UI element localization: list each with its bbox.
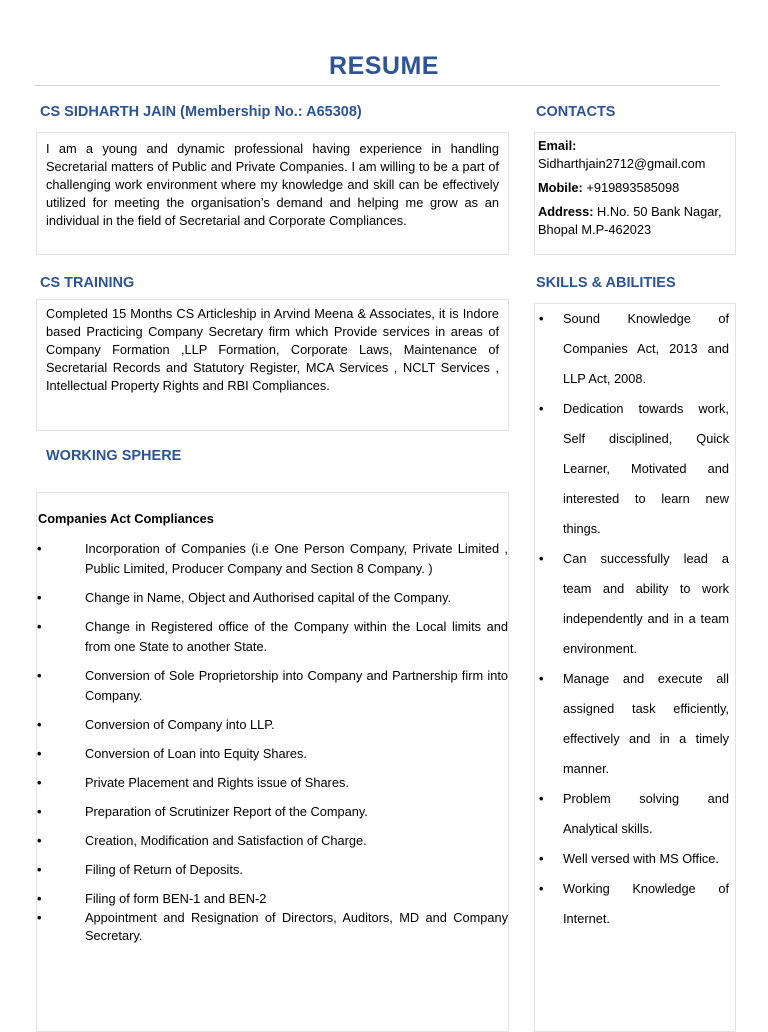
list-item: • Change in Registered office of the Company within the Local limits and from one State to another State.	[37, 619, 508, 654]
training-text: Completed 15 Months CS Articleship in Arvind Meena & Associates, it is Indore based Practicing Company Secretary firm which Provide services in areas of Company Formation ,LLP Formation, Corporate Laws, Maintenance of Secretarial Records and Statutory Register, MCA Services , NCLT Services , Intellectual Property Rights and RBI Compliances.	[46, 306, 499, 393]
list-item: • Conversion of Sole Proprietorship into Company and Partnership firm into Company.	[37, 668, 508, 703]
summary-box	[36, 132, 509, 255]
list-item: • Can successfully lead a team and ability to work independently and in a team environment.	[539, 551, 729, 656]
contacts-heading: CONTACTS	[536, 104, 616, 120]
working-sphere-heading: WORKING SPHERE	[46, 448, 182, 464]
list-item: • Filing of Return of Deposits.	[37, 862, 243, 877]
email-label: Email:	[538, 138, 577, 153]
working-sphere-subheading: Companies Act Compliances	[38, 511, 214, 526]
skills-heading: SKILLS & ABILITIES	[536, 275, 676, 291]
name-heading: CS SIDHARTH JAIN (Membership No.: A65308)	[40, 104, 362, 120]
contacts-box	[534, 132, 736, 255]
list-item: • Private Placement and Rights issue of Shares.	[37, 775, 349, 790]
list-item: • Preparation of Scrutinizer Report of the Company.	[37, 804, 368, 819]
list-item: • Change in Name, Object and Authorised capital of the Company.	[37, 590, 452, 605]
skills-box	[534, 303, 736, 1032]
list-item: • Filing of form BEN-1 and BEN-2	[37, 891, 267, 906]
list-item: • Well versed with MS Office.	[539, 851, 719, 866]
list-item: • Conversion of Loan into Equity Shares.	[37, 746, 307, 761]
address-value: H.No. 50 Bank Nagar, Bhopal M.P-462023	[538, 204, 722, 237]
summary-text: I am a young and dynamic professional having experience in handling Secretarial matters of Public and Private Companies. I am willing to be a part of challenging work environment where my knowledge and skill can be effectively utilized for meeting the organisation’s demand and helping me grow as an individual in the field of Secretarial and Corporate Compliances.	[46, 141, 499, 228]
list-item: • Working Knowledge of Internet.	[539, 881, 729, 926]
list-item: • Appointment and Resignation of Directors, Auditors, MD and Company Secretary.	[37, 910, 508, 943]
mobile-value: +919893585098	[586, 180, 680, 195]
list-item: • Problem solving and Analytical skills.	[539, 791, 729, 836]
list-item: • Dedication towards work, Self disciplined, Quick Learner, Motivated and interested to learn new things.	[539, 401, 729, 536]
mobile-line	[538, 179, 732, 197]
working-sphere-list	[37, 539, 508, 945]
mobile-label: Mobile:	[538, 180, 583, 195]
email-value: Sidharthjain2712@gmail.com	[538, 156, 706, 171]
resume-title: RESUME	[329, 52, 439, 80]
address-line	[538, 203, 732, 239]
title-divider	[34, 85, 720, 86]
list-item: • Manage and execute all assigned task efficiently, effectively and in a timely manner.	[539, 671, 729, 776]
working-sphere-box	[36, 492, 509, 1032]
list-item: • Incorporation of Companies (i.e One Person Company, Private Limited , Public Limited, Producer Company and Section 8 Company. )	[37, 541, 508, 576]
address-label: Address:	[538, 204, 594, 219]
training-heading: CS TRAINING	[40, 275, 135, 291]
list-item: • Conversion of Company into LLP.	[37, 717, 275, 732]
list-item: • Creation, Modification and Satisfaction of Charge.	[37, 833, 367, 848]
list-item: • Sound Knowledge of Companies Act, 2013 and LLP Act, 2008.	[539, 311, 729, 386]
training-box	[36, 299, 509, 431]
skills-list	[539, 304, 729, 934]
